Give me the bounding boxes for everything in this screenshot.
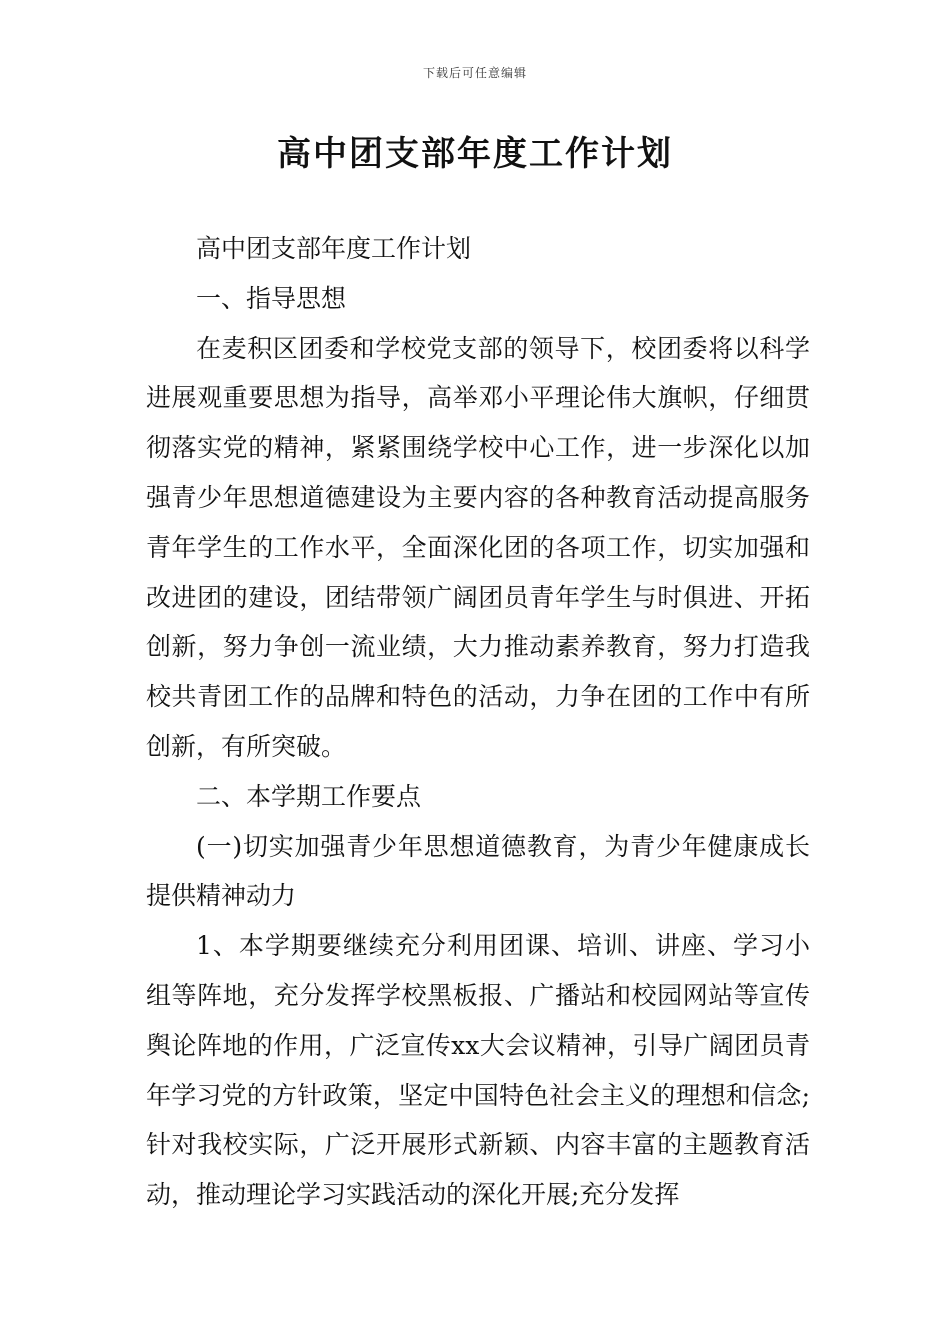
header-note: 下载后可任意编辑 <box>422 66 527 80</box>
document-title: 高中团支部年度工作计划 <box>277 134 673 174</box>
subsection-heading-moral-education: (一)切实加强青少年思想道德教育，为青少年健康成长提供精神动力 <box>146 831 810 911</box>
paragraph-item-1: 1、本学期要继续充分利用团课、培训、讲座、学习小组等阵地，充分发挥学校黑板报、广播站和校园网站等宣传舆论阵地的作用，广泛宣传xx大会议精神，引导广阔团员青年学习党的方针政策，坚定中国特色社会主义的理想和信念;针对我校实际，广泛开展形式新颖、内容丰富的主题教育活动，推动理论学习实践活动的深化开展;充分发挥 <box>146 931 810 1210</box>
section-heading-guiding-ideology: 一、指导思想 <box>196 283 347 313</box>
section-heading-work-points: 二、本学期工作要点 <box>196 781 422 811</box>
body-heading: 高中团支部年度工作计划 <box>196 234 472 263</box>
paragraph-guiding-ideology: 在麦积区团委和学校党支部的领导下，校团委将以科学进展观重要思想为指导，高举邓小平理论伟大旗帜，仔细贯彻落实党的精神，紧紧围绕学校中心工作，进一步深化以加强青少年思想道德建设为主要内容的各种教育活动提高服务青年学生的工作水平，全面深化团的各项工作，切实加强和改进团的建设，团结带领广阔团员青年学生与时俱进、开拓创新，努力争创一流业绩，大力推动素养教育，努力打造我校共青团工作的品牌和特色的活动，力争在团的工作中有所创新，有所突破。 <box>146 333 810 761</box>
document-body <box>146 224 810 1220</box>
